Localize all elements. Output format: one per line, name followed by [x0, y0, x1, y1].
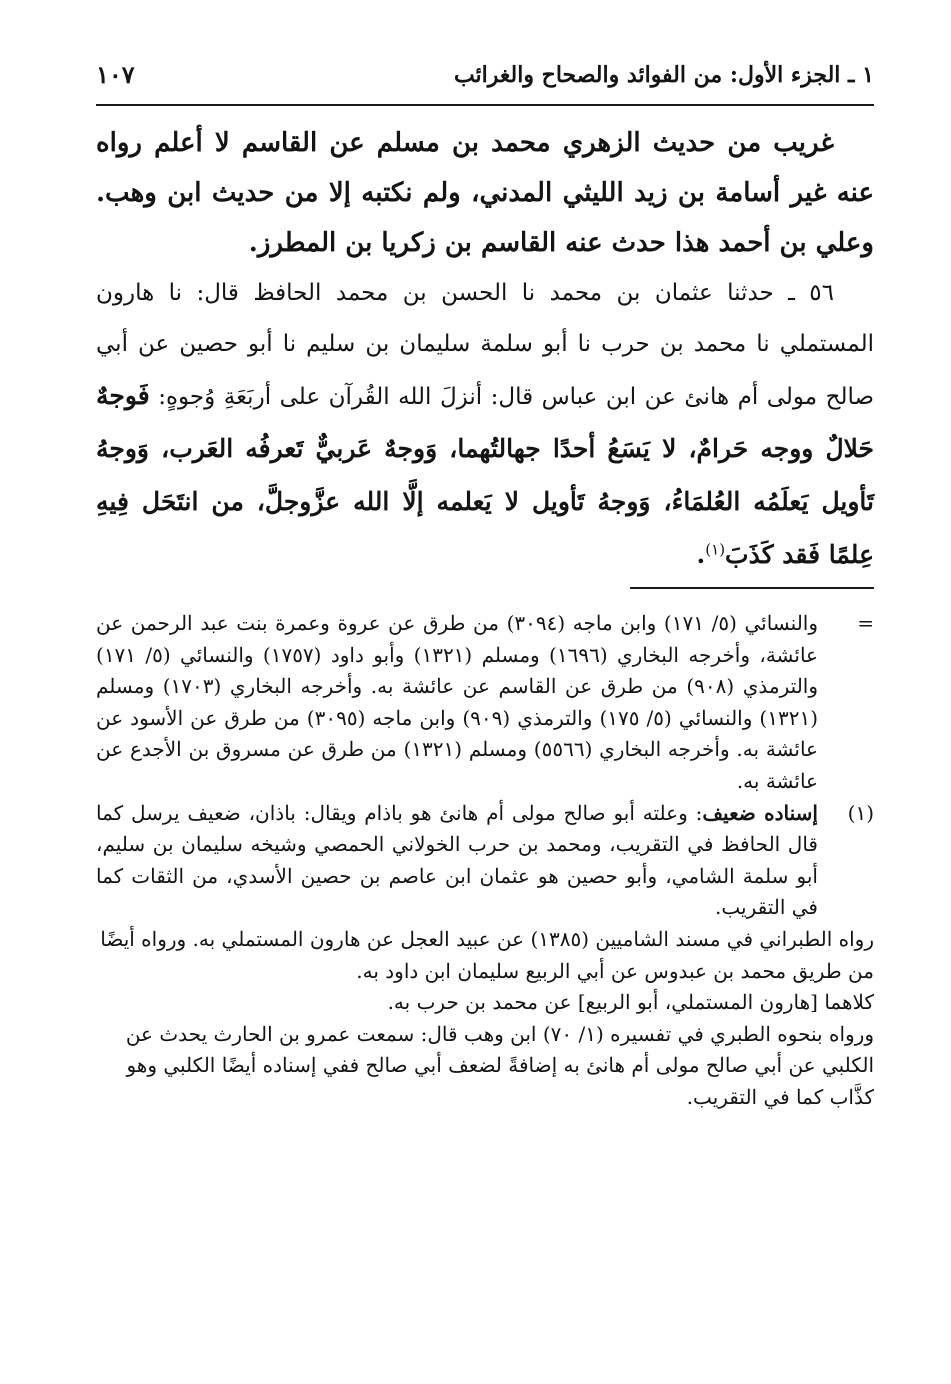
hadith-isnad: ٥٦ ـ حدثنا عثمان بن محمد نا الحسن بن محمد الحافظ قال: نا هارون المستملي نا محمد بن حرب نا أبو سلمة سليمان بن سليم نا أبو حصين عن أبي صالح مولى أم هانئ عن ابن عباس قال: أنزلَ الله القُرآن على أربَعَةِ وُجوهٍ:	[96, 280, 875, 410]
hadith-paragraph	[96, 268, 874, 582]
footnote-1-para-4: ورواه بنحوه الطبري في تفسيره (١/ ٧٠) ابن وهب قال: سمعت عمرو بن الحارث يحدث عن الكلبي عن أبي صالح مولى أم هانئ به إضافةً لضعف أبي صالح ففي إسناده أيضًا الكلبي وهو كذَّاب كما في التقريب.	[125, 1021, 874, 1109]
footnote-1-lead: إسناده ضعيف	[702, 800, 818, 825]
continuation-text: والنسائي (٥/ ١٧١) وابن ماجه (٣٠٩٤) من طرق عن عروة وعمرة بنت عبد الرحمن عن عائشة، وأخرجه البخاري (١٦٩٦) ومسلم (١٣٢١) وأبو داود (١٧٥٧) والنسائي (٥/ ١٧١) والترمذي (٩٠٨) من طرق عن القاسم عن عائشة به. وأخرجه البخاري (١٧٠٣) ومسلم (١٣٢١) والنسائي (٥/ ١٧٥) والترمذي (٩٠٩) وابن ماجه (٣٠٩٥) من طرق عن الأسود عن عائشة به. وأخرجه البخاري (٥٥٦٦) ومسلم (١٣٢١) من طرق عن مسروق بن الأجدع عن عائشة به.	[96, 611, 819, 793]
intro-paragraph	[96, 118, 874, 268]
hadith-end: .	[696, 540, 706, 569]
continuation-marker: =	[857, 611, 874, 635]
footnote-reference: (١)	[705, 540, 726, 559]
footnote-1-text: : وعلته أبو صالح مولى أم هانئ هو باذام ويقال: باذان، ضعيف يرسل كما قال الحافظ في التقريب، ومحمد بن حرب الخولاني الحمصي وشيخه سليمان بن سليم، أبو سلمة الشامي، وأبو حصين هو عثمان ابن عاصم بن حصين الأسدي، من الثقات كما في التقريب.	[96, 800, 818, 920]
footnote-1-para-1	[96, 798, 818, 924]
footnote-continuation	[96, 608, 874, 798]
header-rule	[96, 104, 874, 106]
page-header	[96, 58, 874, 98]
footnote-1-marker: (١)	[847, 800, 874, 825]
intro-text: غريب من حديث الزهري محمد بن مسلم عن القاسم لا أعلم رواه عنه غير أسامة بن زيد الليثي المدني، ولم نكتبه إلا من حديث ابن وهب. وعلي بن أحمد هذا حدث عنه القاسم بن زكريا بن المطرز.	[96, 128, 874, 258]
footnotes	[96, 608, 874, 1114]
footnote-1-para-2: رواه الطبراني في مسند الشاميين (١٣٨٥) عن عبيد العجل عن هارون المستملي به. ورواه أيضًا من طريق محمد بن عبدوس عن أبي الربيع سليمان ابن داود به.	[100, 926, 874, 983]
main-text	[96, 118, 874, 582]
hadith-matn: فَوجهٌ حَلالٌ ووجه حَرامٌ، لا يَسَعُ أحدًا جهالتُهما، وَوجهٌ عَربيٌّ تَعرفُه العَرب، وَوجهُ تَأويل يَعلَمُه العُلمَاءُ، وَوجهُ تَأويل لا يَعلمه إلَّا الله عزَّوجلَّ، من انتَحَل فِيهِ عِلمًا فَقد كَذَبَ	[96, 381, 874, 569]
running-title: ١ ـ الجزء الأول: من الفوائد والصحاح والغرائب	[453, 62, 874, 88]
footnote-rule	[630, 587, 874, 589]
page-number: ١٠٧	[96, 60, 135, 89]
footnote-1	[96, 798, 874, 924]
footnote-1-para-3: كلاهما [هارون المستملي، أبو الربيع] عن محمد بن حرب به.	[387, 990, 874, 1015]
